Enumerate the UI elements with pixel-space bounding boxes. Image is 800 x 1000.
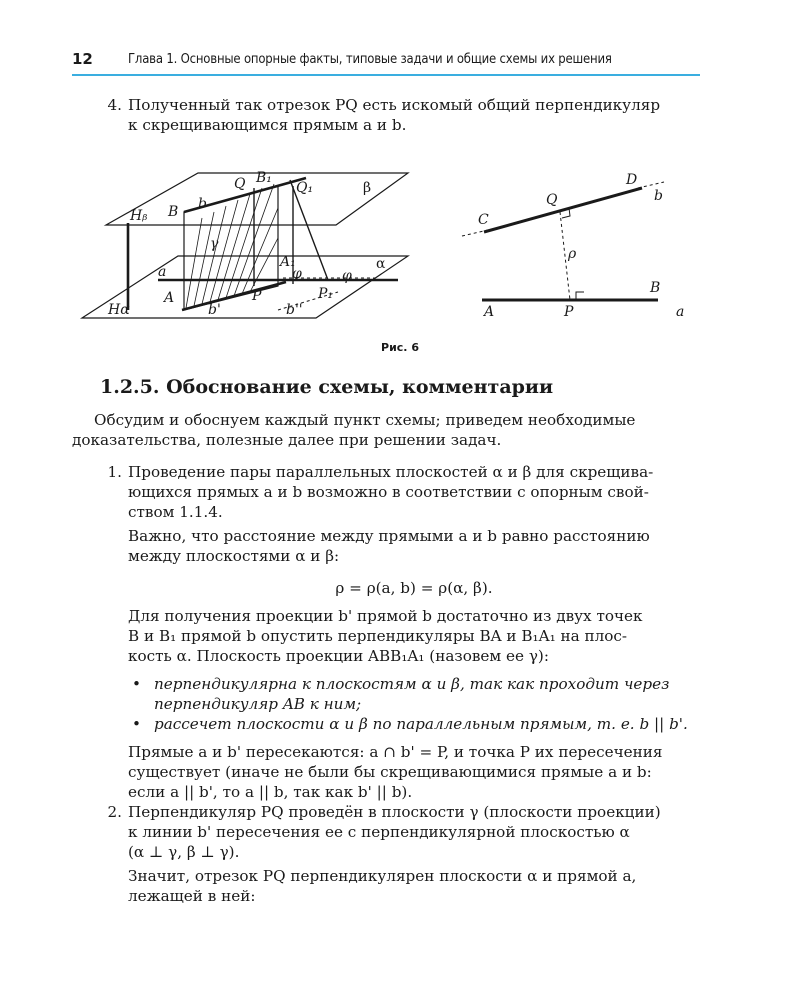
intro-paragraph [72, 410, 700, 450]
label-P: P [252, 288, 262, 304]
label-D: D [626, 172, 638, 188]
text-line: B и B₁ прямой b опустить перпендикуляры BA и B₁A₁ на плос- [128, 627, 628, 645]
figure-left-diagram [78, 168, 418, 328]
label-bdouble: b'' [286, 302, 303, 318]
text-line: Полученный так отрезок PQ есть искомый общий перпендикуляр [128, 96, 661, 114]
label-phi1: φ [292, 266, 302, 282]
text-line: перпендикулярна к плоскостям α и β, так как проходит через [154, 675, 670, 693]
bullet-dot: • [132, 675, 141, 693]
text-line: кость α. Плоскость проекции ABB₁A₁ (назовем ее γ): [128, 647, 549, 665]
label-b: b [654, 188, 663, 204]
bullet-dot: • [132, 715, 141, 733]
text-line: Значит, отрезок PQ перпендикулярен плоскости α и прямой a, [128, 867, 637, 885]
item-number: 4. [107, 96, 122, 114]
label-C: C [478, 212, 489, 228]
list-item-4 [100, 95, 700, 135]
label-a: a [158, 264, 167, 280]
text-line: ющихся прямых a и b возможно в соответствии с опорным свой- [128, 483, 649, 501]
text-line: (α ⊥ γ, β ⊥ γ). [128, 843, 240, 861]
text-line: лежащей в ней: [128, 887, 256, 905]
label-beta: β [363, 180, 372, 196]
line-b-prime [182, 282, 286, 310]
item-number: 1. [107, 463, 122, 481]
bullet-item [128, 674, 700, 714]
text-line: Обсудим и обоснуем каждый пункт схемы; приведем необходимые [94, 411, 636, 429]
label-A: A [484, 304, 495, 320]
bullet-item [128, 714, 700, 734]
label-rho: ρ [568, 246, 577, 262]
text-line: доказательства, полезные далее при решении задач. [72, 431, 502, 449]
text-line: если a || b', то a || b, так как b' || b). [128, 783, 413, 801]
text-line: к линии b' пересечения ее с перпендикулярной плоскостью α [128, 823, 630, 841]
label-alpha: α [376, 256, 386, 272]
label-B1: B₁ [256, 170, 272, 186]
segment-cd [484, 188, 642, 232]
label-B: B [168, 204, 179, 220]
label-A1: A₁ [280, 254, 296, 270]
text-line: между плоскостями α и β: [128, 547, 340, 565]
figure-right-diagram [458, 172, 698, 322]
list-item-2 [100, 802, 700, 906]
page-number: 12 [72, 50, 93, 68]
text-line: к скрещивающимся прямым a и b. [128, 116, 407, 134]
figure-caption: Рис. 6 [381, 341, 419, 354]
label-gamma: γ [210, 236, 219, 252]
label-b: b [198, 196, 207, 212]
text-line: Перпендикуляр PQ проведён в плоскости γ (плоскости проекции) [128, 803, 661, 821]
label-a: a [676, 304, 685, 320]
label-Q: Q [234, 176, 246, 192]
text-line: Проведение пары параллельных плоскостей α и β для скрещива- [128, 463, 654, 481]
label-phi2: φ [342, 268, 352, 284]
label-bprime: b' [208, 302, 221, 318]
item-number: 2. [107, 803, 122, 821]
label-A: A [164, 290, 175, 306]
label-Q: Q [546, 192, 558, 208]
text-line: ством 1.1.4. [128, 503, 223, 521]
page-header [72, 50, 700, 76]
text-line: Важно, что расстояние между прямыми a и b равно расстоянию [128, 527, 650, 545]
text-line: перпендикуляр AB к ним; [154, 695, 362, 713]
section-heading: 1.2.5. Обоснование схемы, комментарии [100, 376, 554, 398]
text-line: Прямые a и b' пересекаются: a ∩ b' = P, и точка P их пересечения [128, 743, 663, 761]
label-B: B [650, 280, 661, 296]
list-item-1 [100, 462, 700, 802]
text-line: существует (иначе не были бы скрещивающимися прямые a и b: [128, 763, 652, 781]
text-line: Для получения проекции b' прямой b достаточно из двух точек [128, 607, 643, 625]
label-Halpha: Hα [108, 302, 130, 318]
label-Q1: Q₁ [296, 180, 314, 196]
label-P1: P₁ [318, 286, 334, 302]
running-title: Глава 1. Основные опорные факты, типовые задачи и общие схемы их решения [128, 52, 612, 67]
formula: ρ = ρ(a, b) = ρ(α, β). [335, 579, 493, 597]
text-line: рассечет плоскости α и β по параллельным прямым, т. е. b || b'. [154, 715, 688, 733]
label-Hbeta: Hᵦ [130, 208, 148, 224]
label-P: P [564, 304, 574, 320]
